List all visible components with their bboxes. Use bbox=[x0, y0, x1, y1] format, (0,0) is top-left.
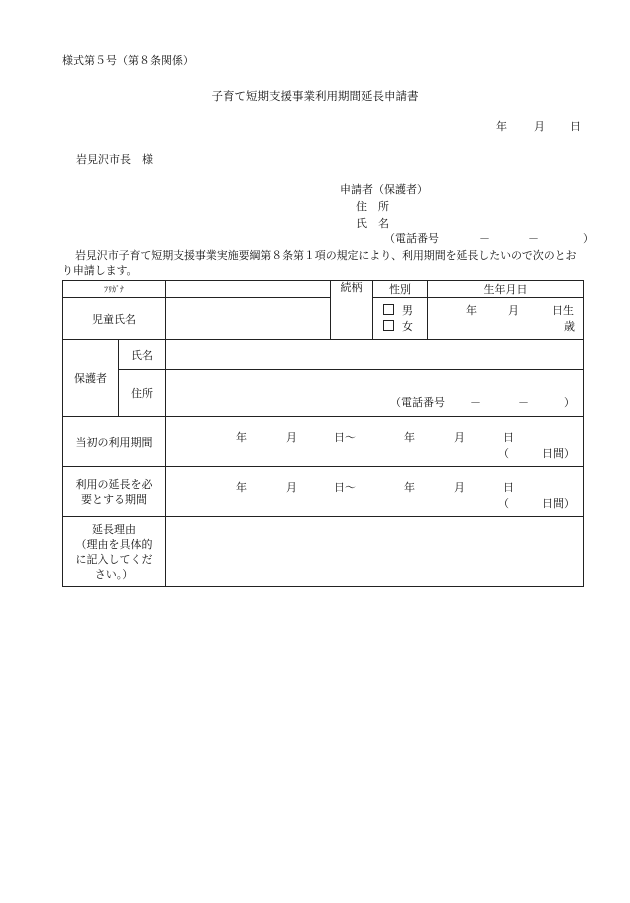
extension-start-month: 月 bbox=[286, 480, 297, 494]
gender-options bbox=[373, 298, 428, 340]
applicant-name-label: 氏 名 bbox=[356, 217, 389, 230]
phone-dash-1: － bbox=[479, 232, 490, 245]
application-date bbox=[496, 121, 581, 132]
female-label: 女 bbox=[402, 319, 413, 333]
female-checkbox[interactable] bbox=[383, 320, 394, 331]
reason-line-2: （理由を具体的 bbox=[75, 537, 153, 551]
age-label: 歳 bbox=[564, 319, 575, 333]
male-option[interactable] bbox=[373, 303, 427, 319]
reason-label bbox=[63, 517, 166, 587]
extension-period-label bbox=[63, 467, 166, 517]
guardian-name-label: 氏名 bbox=[119, 340, 166, 370]
guardian-phone-dash-2: － bbox=[518, 396, 529, 409]
extension-days-close: 日間） bbox=[542, 496, 575, 510]
applicant-phone bbox=[384, 233, 594, 244]
extension-period-field[interactable] bbox=[166, 467, 584, 517]
birthdate-header: 生年月日 bbox=[428, 281, 584, 298]
body-text: 岩見沢市子育て短期支援事業実施要綱第８条第１項の規定により、利用期間を延長したいので次のとおり申請します。 bbox=[62, 249, 577, 277]
phone-close: ） bbox=[583, 232, 594, 245]
date-day-label: 日 bbox=[570, 120, 581, 133]
initial-end-year: 年 bbox=[404, 430, 415, 444]
phone-dash-2: － bbox=[528, 232, 539, 245]
initial-start-year: 年 bbox=[236, 430, 247, 444]
initial-period-label: 当初の利用期間 bbox=[63, 417, 166, 467]
guardian-phone-dash-1: － bbox=[470, 396, 481, 409]
extension-days-open: （ bbox=[498, 496, 509, 510]
guardian-phone-close: ） bbox=[564, 396, 575, 409]
initial-days-close: 日間） bbox=[542, 446, 575, 460]
male-label: 男 bbox=[402, 303, 413, 317]
extension-period-line-2: 要とする期間 bbox=[81, 492, 147, 506]
guardian-label: 保護者 bbox=[63, 340, 119, 417]
guardian-name-field[interactable] bbox=[166, 340, 584, 370]
form-number: 様式第５号（第８条関係） bbox=[62, 54, 194, 67]
reason-line-4: さい。） bbox=[94, 567, 134, 581]
extension-period-line-1: 利用の延長を必 bbox=[75, 477, 153, 491]
initial-end-month: 月 bbox=[454, 430, 465, 444]
furigana-field[interactable] bbox=[166, 281, 331, 298]
initial-start-day: 日～ bbox=[334, 430, 356, 444]
reason-field[interactable] bbox=[166, 517, 584, 587]
initial-end-day: 日 bbox=[503, 430, 514, 444]
extension-start-year: 年 bbox=[236, 480, 247, 494]
reason-line-1: 延長理由 bbox=[92, 522, 136, 536]
application-table bbox=[62, 280, 584, 587]
birth-month-label: 月 bbox=[508, 303, 519, 317]
guardian-phone-open: （電話番号 bbox=[390, 396, 445, 409]
female-option[interactable] bbox=[373, 319, 427, 335]
guardian-address-label: 住所 bbox=[119, 370, 166, 417]
applicant-address-label: 住 所 bbox=[356, 200, 389, 213]
child-name-label: 児童氏名 bbox=[63, 298, 166, 340]
addressee: 岩見沢市長 様 bbox=[76, 153, 153, 166]
initial-days-open: （ bbox=[498, 446, 509, 460]
extension-end-month: 月 bbox=[454, 480, 465, 494]
extension-start-day: 日～ bbox=[334, 480, 356, 494]
relationship-label: 続柄 bbox=[340, 281, 363, 294]
extension-end-year: 年 bbox=[404, 480, 415, 494]
male-checkbox[interactable] bbox=[383, 304, 394, 315]
birth-day-label: 日生 bbox=[552, 303, 574, 317]
phone-open: （電話番号 bbox=[384, 232, 439, 245]
reason-line-3: に記入してくだ bbox=[75, 552, 153, 566]
child-name-field[interactable] bbox=[166, 298, 331, 340]
date-month-label: 月 bbox=[534, 120, 545, 133]
applicant-label: 申請者（保護者） bbox=[340, 183, 428, 196]
birth-year-label: 年 bbox=[466, 303, 477, 317]
extension-end-day: 日 bbox=[503, 480, 514, 494]
gender-header: 性別 bbox=[373, 281, 428, 298]
date-year-label: 年 bbox=[496, 120, 507, 133]
initial-start-month: 月 bbox=[286, 430, 297, 444]
furigana-label: ﾌﾘｶﾞﾅ bbox=[63, 281, 166, 298]
form-title: 子育て短期支援事業利用期間延長申請書 bbox=[211, 89, 419, 103]
birthdate-field[interactable] bbox=[428, 298, 584, 340]
initial-period-field[interactable] bbox=[166, 417, 584, 467]
guardian-address-field[interactable] bbox=[166, 370, 584, 417]
relationship-header bbox=[331, 281, 373, 340]
